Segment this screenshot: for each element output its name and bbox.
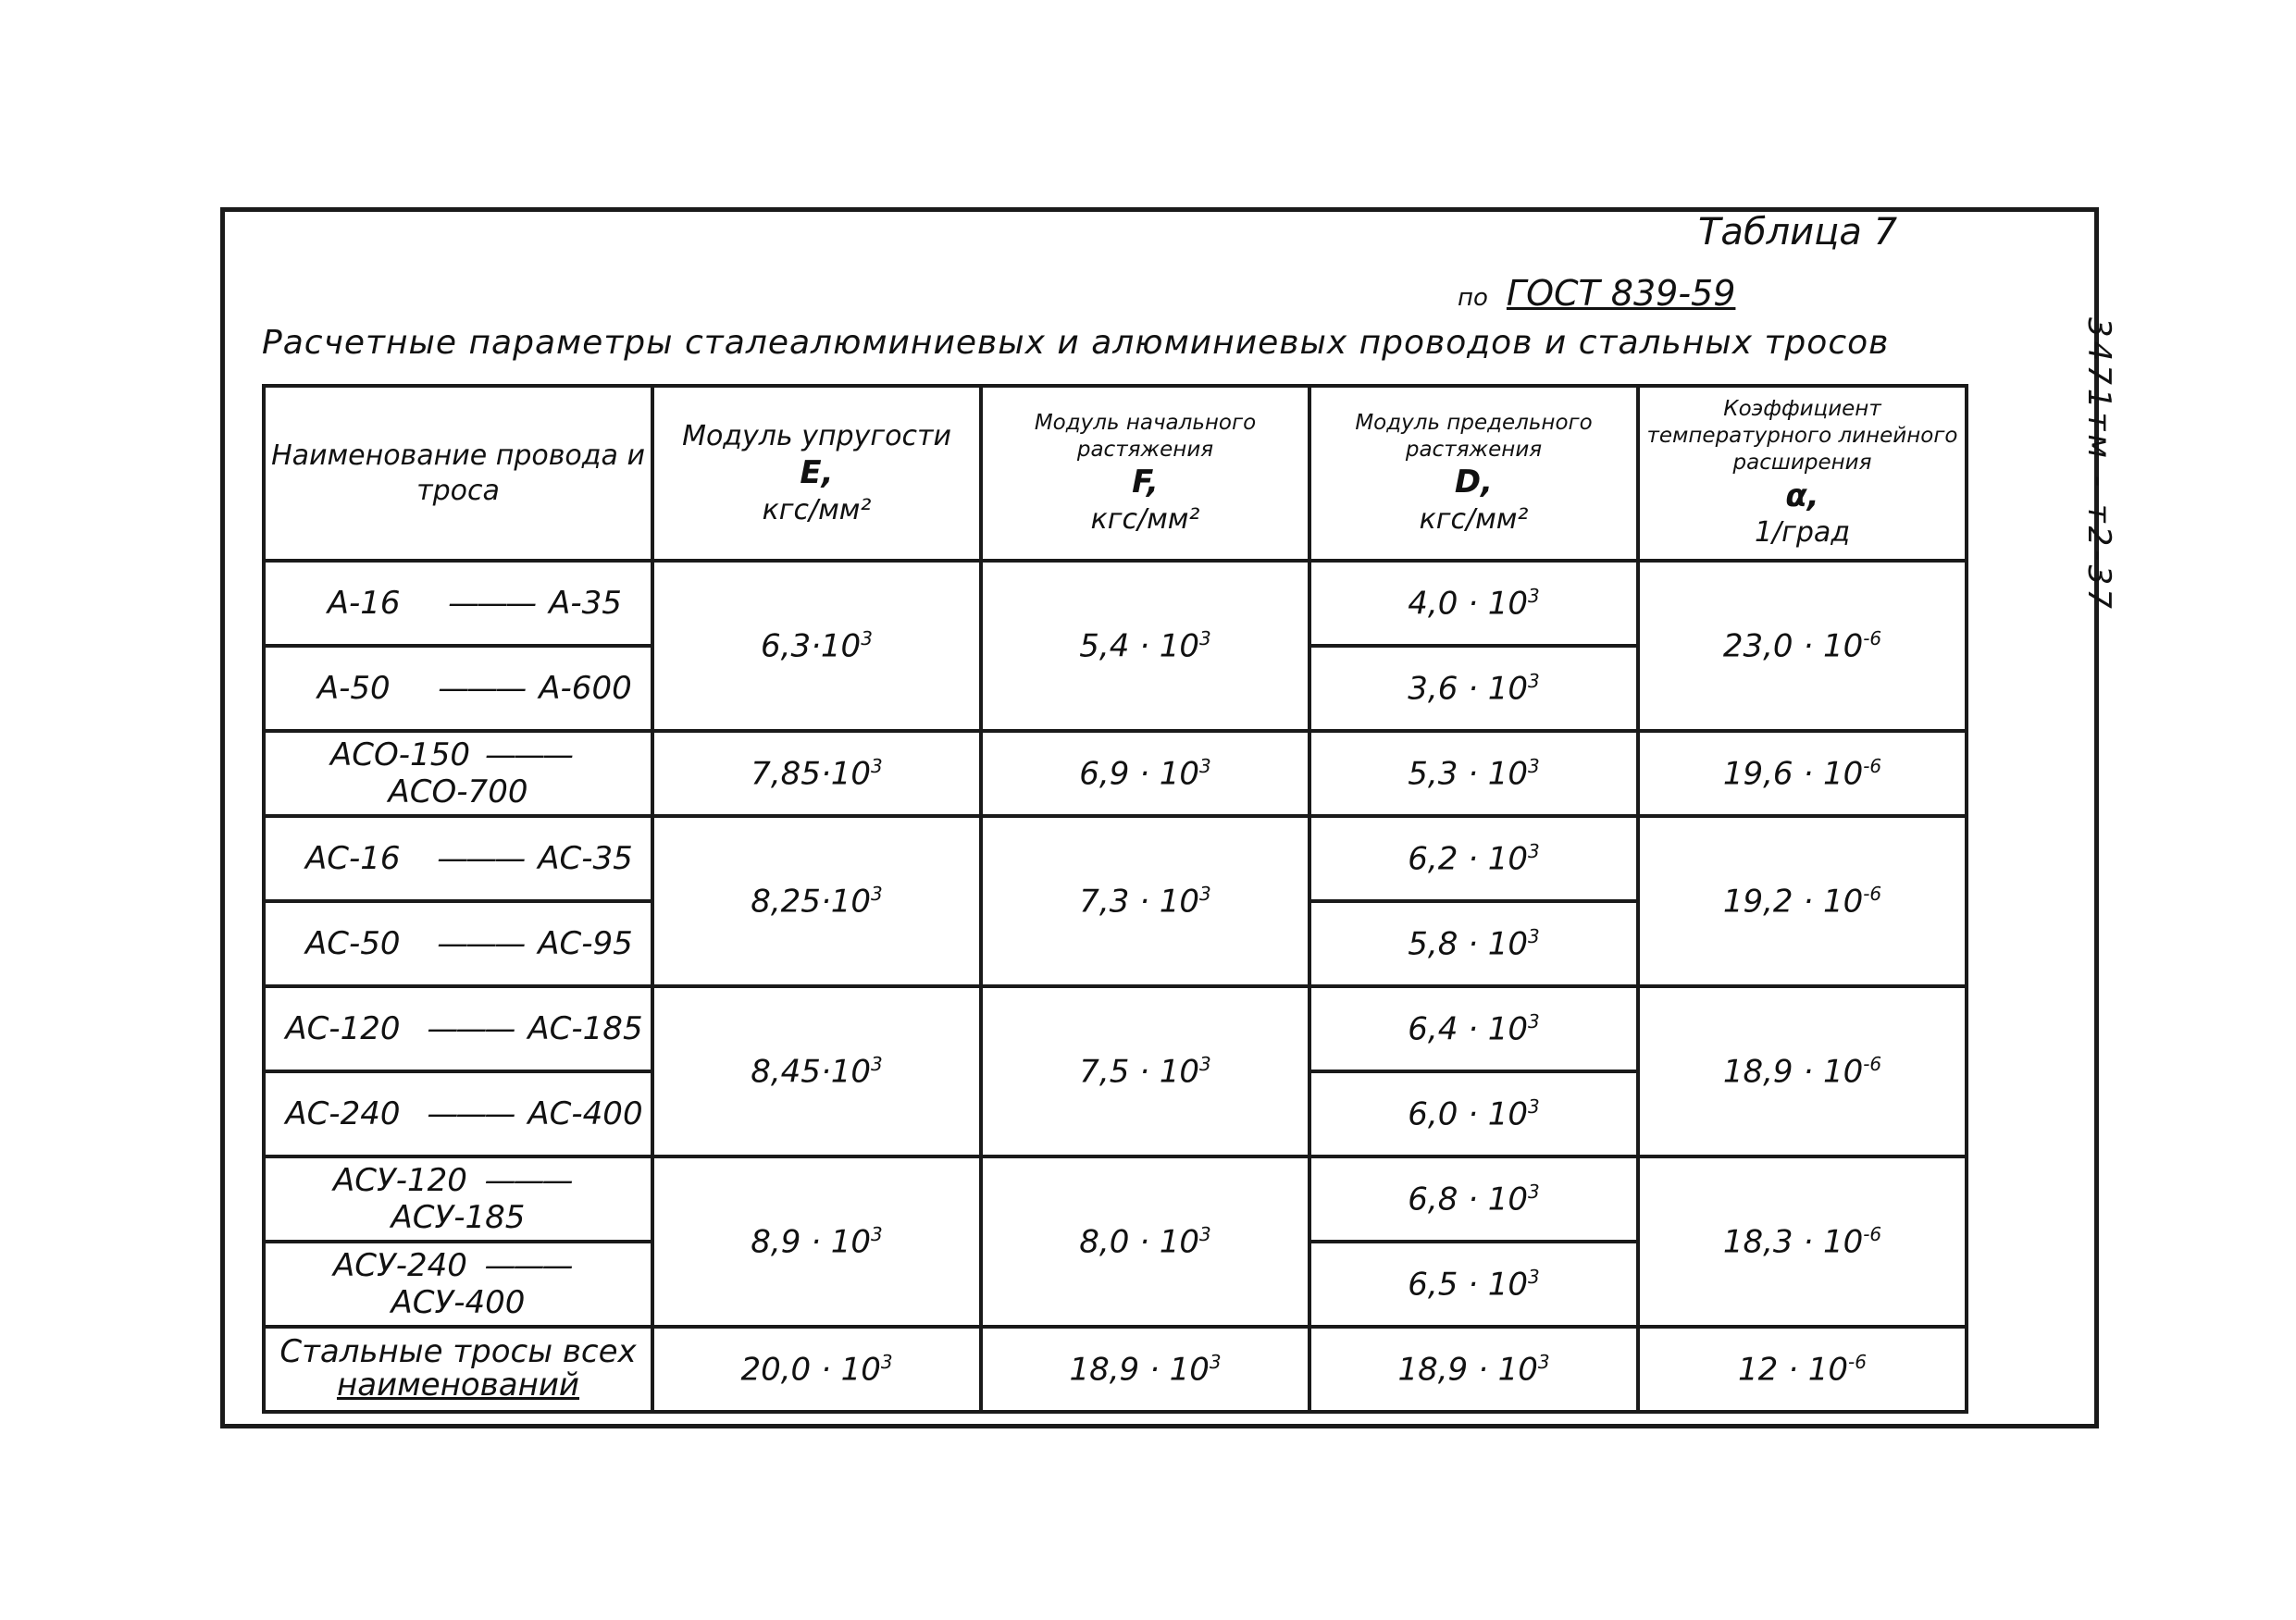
modulus-d: $6,2 \cdot 10^3$ (1309, 816, 1638, 901)
wire-name: АС-120 ——— АС-185 (264, 986, 652, 1071)
header-f (981, 386, 1309, 561)
header-row (264, 386, 1967, 561)
table-number: Таблица 7 (1698, 211, 1898, 254)
thermal-coefficient: $19,2 \cdot 10^{-6}$ (1638, 816, 1967, 986)
wire-name: АС-50 ——— АС-95 (264, 901, 652, 986)
gost-number: ГОСТ 839-59 (1506, 273, 1736, 314)
modulus-f: $8,0 \cdot 10^3$ (981, 1156, 1309, 1327)
header-name: Наименование провода и троса (264, 386, 652, 561)
table-row (264, 1156, 1967, 1242)
header-k-unit: 1/град (1754, 516, 1851, 550)
table-row (264, 1327, 1967, 1412)
modulus-d: $3,6 \cdot 10^3$ (1309, 646, 1638, 731)
modulus-d: $4,0 \cdot 10^3$ (1309, 561, 1638, 646)
thermal-coefficient: $23,0 \cdot 10^{-6}$ (1638, 561, 1967, 731)
modulus-f: $5,4 \cdot 10^3$ (981, 561, 1309, 731)
thermal-coefficient: $19,6 \cdot 10^{-6}$ (1638, 731, 1967, 816)
modulus-d: $6,0 \cdot 10^3$ (1309, 1071, 1638, 1156)
header-d-label: Модуль предельного растяжения (1355, 410, 1593, 462)
header-e-unit: кгс/мм² (762, 493, 872, 526)
table-row (264, 561, 1967, 646)
wire-name: А-50 ——— А-600 (264, 646, 652, 731)
modulus-f: $6,9 \cdot 10^3$ (981, 731, 1309, 816)
modulus-f: $7,5 \cdot 10^3$ (981, 986, 1309, 1156)
thermal-coefficient: $12 \cdot 10^{-6}$ (1638, 1327, 1967, 1412)
modulus-f: $18,9 \cdot 10^3$ (981, 1327, 1309, 1412)
wire-name: АСУ-120 ———АСУ-185 (264, 1156, 652, 1242)
modulus-e: $6,3\cdot 10^3$ (652, 561, 981, 731)
gost-prefix: по (1458, 284, 1488, 312)
header-d (1309, 386, 1638, 561)
thermal-coefficient: $18,3 \cdot 10^{-6}$ (1638, 1156, 1967, 1327)
header-e (652, 386, 981, 561)
modulus-d: $18,9 \cdot 10^3$ (1309, 1327, 1638, 1412)
table-row (264, 731, 1967, 816)
modulus-d: $6,8 \cdot 10^3$ (1309, 1156, 1638, 1242)
wire-name: АС-240 ——— АС-400 (264, 1071, 652, 1156)
parameters-table (262, 384, 1968, 1414)
modulus-d: $5,8 \cdot 10^3$ (1309, 901, 1638, 986)
modulus-e: $20,0 \cdot 10^3$ (652, 1327, 981, 1412)
header-k-symbol: α, (1785, 476, 1819, 514)
table-row (264, 986, 1967, 1071)
wire-name: АСО-150 ———АСО-700 (264, 731, 652, 816)
header-f-symbol: F, (1132, 464, 1159, 501)
header-k (1638, 386, 1967, 561)
modulus-e: $8,25\cdot 10^3$ (652, 816, 981, 986)
side-document-code: 3471тм - т2-37 (2080, 317, 2117, 612)
thermal-coefficient: $18,9 \cdot 10^{-6}$ (1638, 986, 1967, 1156)
header-d-unit: кгс/мм² (1419, 502, 1529, 536)
header-k-label: Коэффициент температурного линейного расширения (1646, 397, 1958, 475)
wire-name: АС-16 ——— АС-35 (264, 816, 652, 901)
header-e-symbol: E, (800, 454, 834, 492)
wire-name: А-16 ——— А-35 (264, 561, 652, 646)
table-caption: Расчетные параметры сталеалюминиевых и алюминиевых проводов и стальных тросов (262, 324, 1890, 362)
modulus-e: $8,45\cdot 10^3$ (652, 986, 981, 1156)
modulus-e: $8,9 \cdot 10^3$ (652, 1156, 981, 1327)
table-row (264, 816, 1967, 901)
header-f-label: Модуль начального растяжения (1034, 410, 1257, 462)
modulus-d: $6,4 \cdot 10^3$ (1309, 986, 1638, 1071)
wire-name: АСУ-240 ———АСУ-400 (264, 1242, 652, 1327)
wire-name: Стальные тросы всех наименований (264, 1327, 652, 1412)
header-d-symbol: D, (1454, 464, 1494, 501)
gost-reference (1458, 273, 1735, 314)
modulus-f: $7,3 \cdot 10^3$ (981, 816, 1309, 986)
modulus-d: $6,5 \cdot 10^3$ (1309, 1242, 1638, 1327)
header-e-label: Модуль упругости (682, 419, 951, 452)
modulus-e: $7,85\cdot 10^3$ (652, 731, 981, 816)
header-f-unit: кгс/мм² (1090, 502, 1200, 536)
modulus-d: $5,3 \cdot 10^3$ (1309, 731, 1638, 816)
